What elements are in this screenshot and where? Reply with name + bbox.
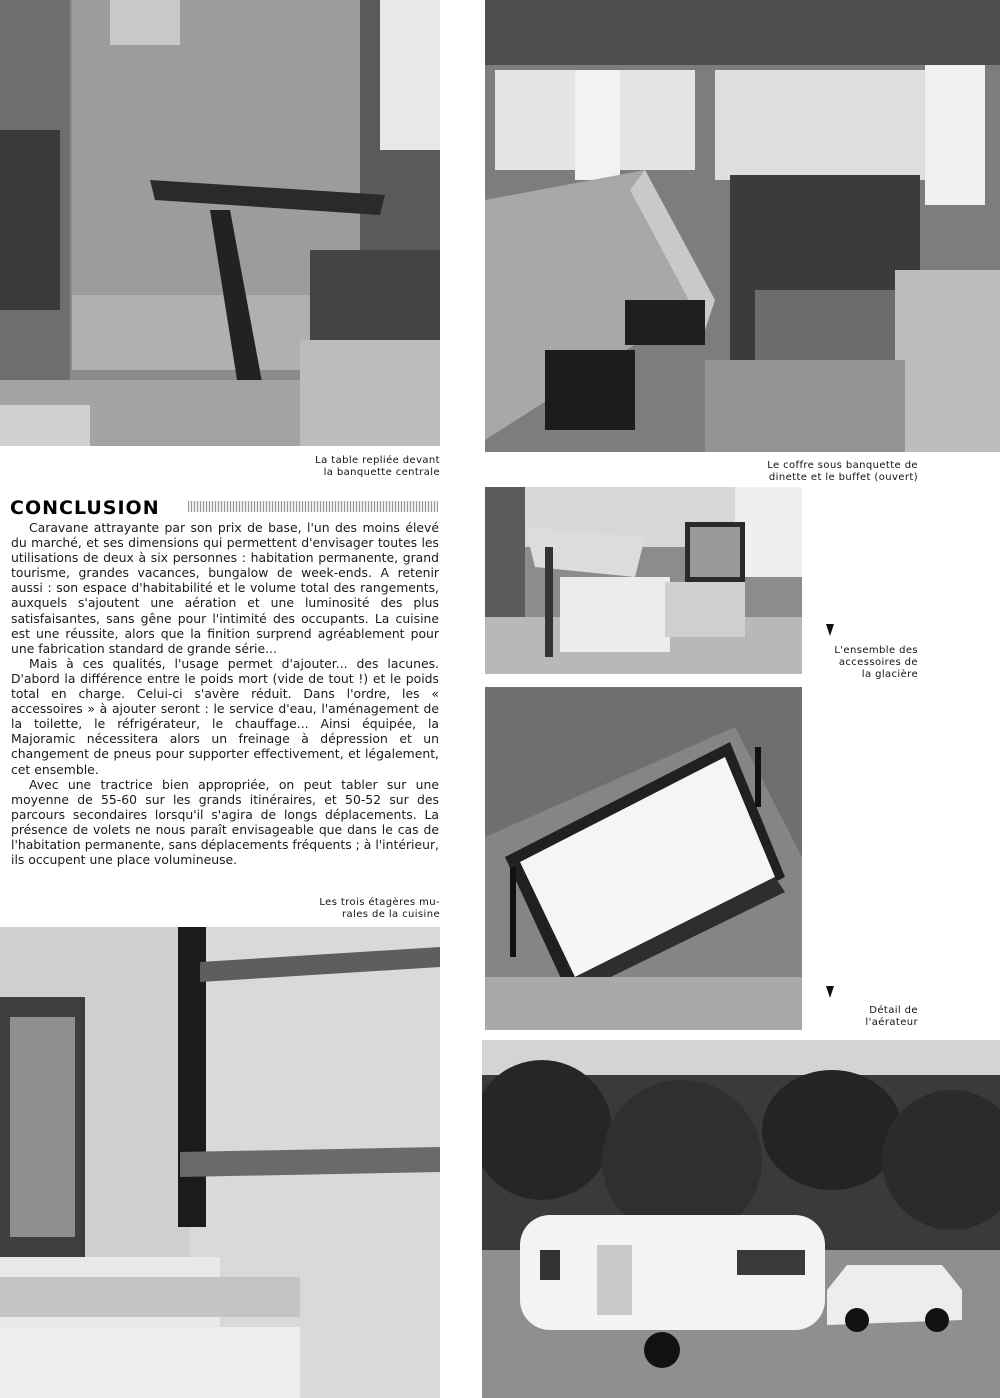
paragraph: Caravane attrayante par son prix de base, l'un des moins élevé du marché, et ses dimensions qui permettent d'envisager toutes les utilisations de deux à six personnes : habitation permanente, grand tourisme, grandes vacances, bungalow de week-ends. A retenir aussi : son espace d'habitabilité et le volume total des rangements, auxquels s'ajoutent une aération et une luminosité des plus satisfaisantes, sans gêne pour l'intimité des occupants. La cuisine est une réussite, alors que la finition surprend agréablement pour une fabrication standard de grande série...	[11, 520, 439, 656]
photo-roof-vent	[485, 687, 802, 1030]
conclusion-body	[11, 520, 439, 867]
caption-bench-storage	[690, 460, 918, 484]
arrow-aerateur	[826, 986, 834, 998]
caption-line: accessoires de	[838, 657, 918, 668]
caption-folded-table	[240, 455, 440, 479]
caption-kitchen-shelves	[240, 897, 440, 921]
heading-rule	[188, 501, 438, 512]
arrow-glaciere	[826, 624, 834, 636]
paragraph: Mais à ces qualités, l'usage permet d'ajouter... des lacunes. D'abord la différence entre le poids mort (vide de tout !) et le poids total en charge. Celui-ci s'avère réduit. Dans l'ordre, les « accessoires » à ajouter seront : le service d'eau, l'aménagement de la toilette, le réfrigérateur, le chauffage... Ainsi équipée, la Majoramic nécessitera alors un freinage à dépression et un changement de pneus pour supporter effectivement, et légalement, cet ensemble.	[11, 655, 439, 777]
caption-line: Le coffre sous banquette de	[767, 460, 918, 471]
photo-bench-storage	[485, 0, 1000, 452]
caption-line: la glacière	[861, 669, 918, 680]
photo-kitchen-shelves	[0, 927, 440, 1398]
photo-folded-table	[0, 0, 440, 446]
caption-vent	[800, 1005, 918, 1029]
caption-line: dinette et le buffet (ouvert)	[768, 472, 918, 483]
conclusion-heading: CONCLUSION	[10, 497, 160, 519]
caption-icebox	[800, 645, 918, 681]
caption-line: Détail de	[869, 1005, 918, 1016]
caption-line: la banquette centrale	[323, 467, 440, 478]
caption-line: L'ensemble des	[834, 645, 918, 656]
caption-line: rales de la cuisine	[341, 909, 440, 920]
paragraph: Avec une tractrice bien appropriée, on peut tabler sur une moyenne de 55-60 sur les grands itinéraires, et 50-52 sur des parcours secondaires lorsqu'il s'agira de longs déplacements. La présence de volets ne nous paraît envisageable que dans le cas de l'habitation permanente, sans déplacements fréquents ; à l'intérieur, ils occupent une place volumineuse.	[11, 776, 439, 868]
caption-line: Les trois étagères mu-	[319, 897, 440, 908]
photo-icebox-accessories	[485, 487, 802, 674]
photo-caravan-outdoor	[482, 1040, 1000, 1398]
caption-line: l'aérateur	[865, 1017, 918, 1028]
caption-line: La table repliée devant	[315, 455, 440, 466]
